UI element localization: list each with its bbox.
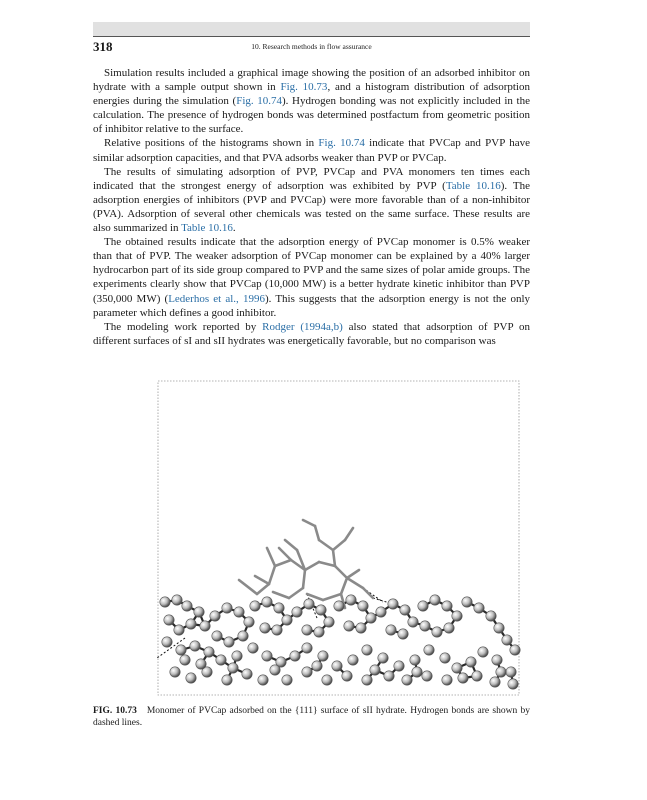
water-atom xyxy=(492,655,502,665)
water-atom xyxy=(322,675,332,685)
water-atom xyxy=(388,599,398,609)
water-atom xyxy=(402,675,412,685)
water-atom xyxy=(212,631,222,641)
water-atom xyxy=(262,651,272,661)
inhibitor-bond xyxy=(275,560,291,566)
water-atom xyxy=(302,625,312,635)
water-atom xyxy=(452,663,462,673)
paragraph xyxy=(93,320,530,348)
water-atom xyxy=(318,651,328,661)
inhibitor-bond xyxy=(303,520,315,526)
paragraph xyxy=(93,136,530,164)
water-atom xyxy=(410,655,420,665)
water-atom xyxy=(248,643,258,653)
water-atom xyxy=(260,623,270,633)
cross-reference-link[interactable]: Fig. 10.74 xyxy=(236,95,282,108)
water-atom xyxy=(478,647,488,657)
cross-reference-link[interactable]: Rodger (1994a,b) xyxy=(262,320,343,333)
water-atom xyxy=(244,617,254,627)
water-atom xyxy=(332,661,342,671)
inhibitor-bond xyxy=(255,576,269,584)
text-run: . xyxy=(232,222,236,235)
water-atom xyxy=(210,611,220,621)
text-run: The obtained results indicate that the adsorption energy of PVCap monomer is 0.5% weaker than that of PVP. The weaker adsorption of PVCap monomer can be explained by a 40% larger hydrocarbon part of its side group compared to PVP and the same sizes of polar amide groups. The experiments clearly show that PVCap (10,000 MW) is a better hydrate kinetic inhibitor than PVP (350,000 MW) ( xyxy=(93,236,530,305)
inhibitor-bond xyxy=(269,566,275,584)
text-run: also stated that adsorption of PVP on different surfaces of sI and sII hydrates was energetically favorable, but no comparison was xyxy=(93,320,530,347)
inhibitor-bond xyxy=(273,592,289,598)
water-atom xyxy=(196,659,206,669)
water-atom xyxy=(302,643,312,653)
page-number: 318 xyxy=(93,39,113,54)
water-atom xyxy=(486,611,496,621)
water-atom xyxy=(176,645,186,655)
inhibitor-bond xyxy=(347,578,363,588)
water-atom xyxy=(160,597,170,607)
water-atom xyxy=(282,615,292,625)
paragraph xyxy=(93,235,530,320)
figure-label: FIG. 10.73 xyxy=(93,706,137,716)
water-atom xyxy=(506,667,516,677)
paragraph xyxy=(93,165,530,235)
text-run: , and a histogram distribution of adsorption energies during the simulation ( xyxy=(93,81,530,108)
water-atom xyxy=(466,657,476,667)
cross-reference-link[interactable]: Lederhos et al., 1996 xyxy=(168,292,265,305)
water-atom xyxy=(384,671,394,681)
inhibitor-bond xyxy=(323,594,341,600)
water-atom xyxy=(190,641,200,651)
water-atom xyxy=(444,623,454,633)
water-atom xyxy=(180,655,190,665)
text-run: Relative positions of the histograms shown in xyxy=(104,137,319,150)
molecular-structure-image xyxy=(157,380,521,698)
water-atom xyxy=(432,627,442,637)
inhibitor-bond xyxy=(305,562,319,570)
inhibitor-bond xyxy=(333,550,335,566)
water-atom xyxy=(494,623,504,633)
inhibitor-bond xyxy=(345,528,353,540)
water-atom xyxy=(362,645,372,655)
water-atom xyxy=(440,653,450,663)
figure-caption-text: Monomer of PVCap adsorbed on the {111} surface of sII hydrate. Hydrogen bonds are shown by dashed lines. xyxy=(93,706,530,728)
cross-reference-link[interactable]: Table 10.16 xyxy=(445,179,501,192)
water-atom xyxy=(238,631,248,641)
water-atom xyxy=(370,665,380,675)
water-atom xyxy=(174,625,184,635)
water-atom xyxy=(164,615,174,625)
water-atom xyxy=(496,667,506,677)
water-atom xyxy=(490,677,500,687)
water-atom xyxy=(378,653,388,663)
text-run: ). This suggests that the adsorption energy is not the only parameter which defines a good inhibitor. xyxy=(93,292,530,319)
water-atom xyxy=(412,667,422,677)
text-run: indicate that PVCap and PVP have similar adsorption capacities, and that PVA adsorbs weaker than PVP or PVCap. xyxy=(93,137,530,164)
figure-molecular-model xyxy=(157,380,521,698)
water-atom xyxy=(324,617,334,627)
water-atom xyxy=(172,595,182,605)
cross-reference-link[interactable]: Table 10.16 xyxy=(181,222,233,235)
text-run: The results of simulating adsorption of PVP, PVCap and PVA monomers ten times each indicated that the strongest energy of adsorption was exhibited by PVP ( xyxy=(93,165,530,192)
water-atom xyxy=(472,671,482,681)
water-atom xyxy=(366,613,376,623)
water-atom xyxy=(334,601,344,611)
water-atom xyxy=(250,601,260,611)
water-atom xyxy=(228,663,238,673)
inhibitor-bond xyxy=(363,588,373,598)
water-atom xyxy=(342,671,352,681)
inhibitor-bond xyxy=(257,584,269,594)
water-atom xyxy=(272,625,282,635)
inhibitor-bond xyxy=(267,548,275,566)
water-atom xyxy=(182,601,192,611)
paragraph xyxy=(93,66,530,136)
header-bar xyxy=(93,22,530,36)
inhibitor-bond xyxy=(285,540,297,550)
water-atom xyxy=(420,621,430,631)
water-atom xyxy=(442,675,452,685)
body-text xyxy=(93,66,530,348)
water-atom xyxy=(386,625,396,635)
water-atom xyxy=(162,637,172,647)
water-atom xyxy=(430,595,440,605)
text-run: ). Hydrogen bonding was not explicitly included in the calculation. The presence of hydrogen bonds was determined postfactum from geometric position of inhibitor relative to the surface. xyxy=(93,95,530,136)
water-atom xyxy=(222,603,232,613)
water-atom xyxy=(358,601,368,611)
inhibitor-bond xyxy=(279,548,291,560)
water-atom xyxy=(418,601,428,611)
water-atom xyxy=(170,667,180,677)
cross-reference-link[interactable]: Fig. 10.73 xyxy=(280,81,328,94)
water-atom xyxy=(194,607,204,617)
water-atom xyxy=(186,673,196,683)
water-atom xyxy=(204,647,214,657)
water-atom xyxy=(452,611,462,621)
water-atom xyxy=(344,621,354,631)
inhibitor-bond xyxy=(335,566,347,578)
water-atom xyxy=(304,599,314,609)
water-atom xyxy=(316,605,326,615)
water-atom xyxy=(216,655,226,665)
water-atom xyxy=(232,651,242,661)
water-atom xyxy=(234,607,244,617)
water-atom xyxy=(398,629,408,639)
water-atom xyxy=(362,675,372,685)
water-atom xyxy=(242,669,252,679)
water-atom xyxy=(302,667,312,677)
inhibitor-bond xyxy=(315,526,319,540)
water-atom xyxy=(422,671,432,681)
water-atom xyxy=(458,673,468,683)
inhibitor-bond xyxy=(347,570,359,578)
inhibitor-bond xyxy=(333,540,345,550)
water-atom xyxy=(186,619,196,629)
water-atom xyxy=(376,607,386,617)
water-atom xyxy=(356,623,366,633)
water-atom xyxy=(222,675,232,685)
water-atom xyxy=(200,621,210,631)
water-atom xyxy=(502,635,512,645)
inhibitor-bond xyxy=(239,580,257,594)
water-atom xyxy=(408,617,418,627)
inhibitor-bond xyxy=(319,562,335,566)
water-atom xyxy=(346,595,356,605)
water-atom xyxy=(282,675,292,685)
running-head: 10. Research methods in flow assurance xyxy=(251,42,372,51)
water-atom xyxy=(312,661,322,671)
text-run: The modeling work reported by xyxy=(104,320,263,333)
water-atom xyxy=(348,655,358,665)
water-atom xyxy=(270,665,280,675)
text-run: Simulation results included a graphical image showing the position of an adsorbed inhibitor on hydrate with a sample output shown in xyxy=(93,67,530,94)
inhibitor-bond xyxy=(341,578,347,594)
inhibitor-bond xyxy=(303,570,305,588)
water-atom xyxy=(290,651,300,661)
inhibitor-bond xyxy=(289,588,303,598)
water-atom xyxy=(262,597,272,607)
water-atom xyxy=(424,645,434,655)
water-atom xyxy=(274,603,284,613)
water-atom xyxy=(474,603,484,613)
header-rule xyxy=(93,36,530,37)
water-atom xyxy=(394,661,404,671)
cross-reference-link[interactable]: Fig. 10.74 xyxy=(318,137,365,150)
water-atom xyxy=(508,679,518,689)
inhibitor-bond xyxy=(319,540,333,550)
water-atom xyxy=(224,637,234,647)
figure-caption xyxy=(93,705,530,729)
water-atom xyxy=(258,675,268,685)
water-atom xyxy=(292,607,302,617)
water-atom xyxy=(314,627,324,637)
water-atom xyxy=(510,645,520,655)
water-atom xyxy=(400,605,410,615)
text-run: ). The adsorption energies of inhibitors (PVP and PVCap) were more favorable than of a non-inhibitor (PVA). Adsorption of several other chemicals was tested on the same surface. These results are also summarized in xyxy=(93,179,530,235)
water-atom xyxy=(442,601,452,611)
water-atom xyxy=(462,597,472,607)
